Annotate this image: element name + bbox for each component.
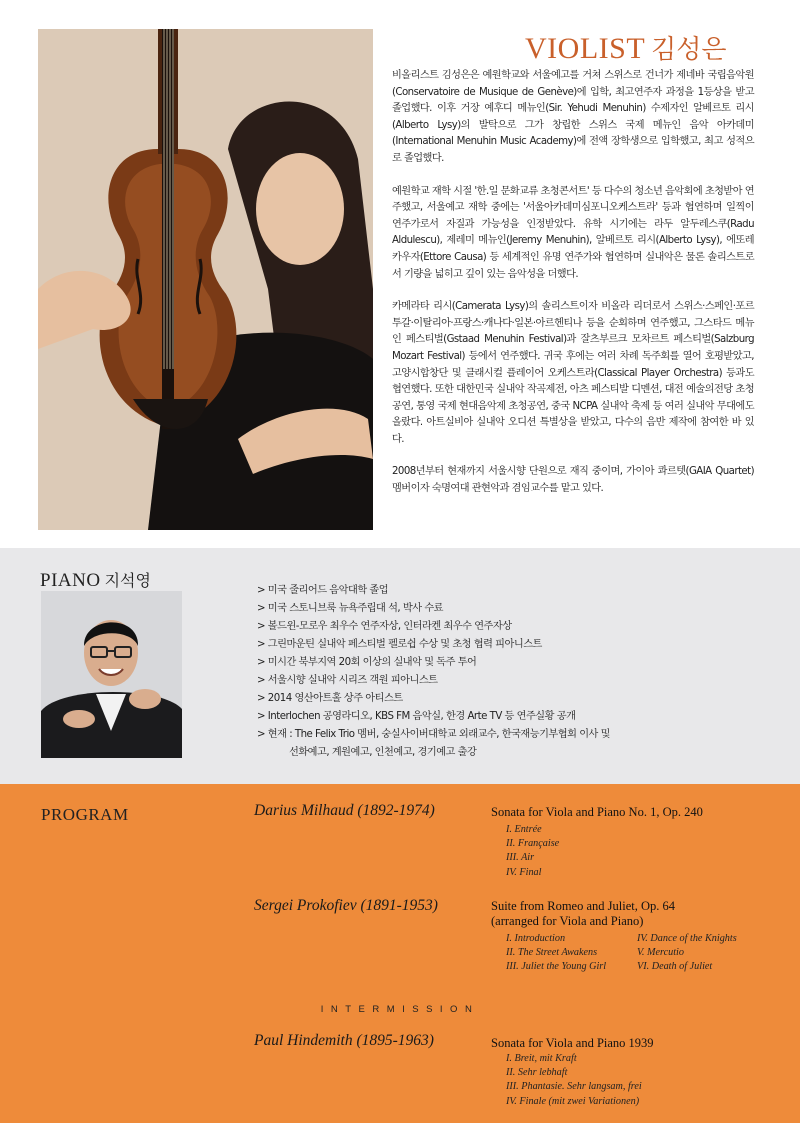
bio-paragraph: 카메라타 리시(Camerata Lysy)의 솔리스트이자 비올라 리더로서 스위스·스페인·포르투갈·이탈리아·프랑스·캐나다·일본·아르헨티나 등을 순회하며 연주했고, 그스타드 메뉴인 페스티벌(Gstaad Menuhin Festival)과 잘츠부르크 모차르트 페스티벌(Salzburg Mozart Festival) 등에서 연주했다. 귀국 후에는 여러 차례 독주회를 열어 호평받았고, 고양시합창단 및 클래시컬 플레이어 오케스트라(Classical Player Orchestra) 등과도 협연했다. 또한 대한민국 실내악 작곡제전, 아츠 페스티발 디멘션, 대전 예술의전당 초청공연, 통영 국제 현대음악제 초청공연, 중국 NCPA 실내악 축제 등 여러 실내악 무대에도 올랐다. 아트실비아 실내악 오디션 특별상을 받았고, 다수의 음반 제작에 참여한 바 있다. [392,301,754,445]
movement-list [506,1052,642,1109]
program-section [0,784,800,1123]
piano-title [40,564,151,592]
composer-hindemith: Paul Hindemith (1895-1963) [254,1032,434,1049]
pianist-profile-list [257,582,777,762]
bio-paragraph: 예원학교 재학 시절 '한.일 문화교류 초청콘서트' 등 다수의 청소년 음악회에 초청받아 연주했고, 서울예고 재학 중에는 '서울아카데미심포니오케스트라' 등과 협연하며 일찍이 연주가로서 자질과 가능성을 인정받았다. 유학 시기에는 라두 알두레스쿠(Radu Aldulescu), 제레미 메뉴인(Jeremy Menuhin), 알베르토 리시(Alberto Lysy), 에또레 카우자(Ettore Causa) 등 세계적인 유명 연주가와 협연하며 실내악은 물론 솔리스트로서 기량을 넓히고 깊이 있는 음악성을 더했다. [392,185,754,280]
movement: II. The Street Awakens [506,947,598,959]
program-title: PROGRAM [41,805,129,824]
work-title-line: Sonata for Viola and Piano 1939 [491,1036,654,1050]
movement: III. Phantasie. Sehr langsam, frei [506,1081,642,1093]
list-item: > 미시간 북부지역 20회 이상의 실내악 및 독주 투어 [257,657,477,668]
piano-title-en: PIANO [40,570,101,591]
intermission-label: INTERMISSION [320,1004,480,1015]
violist-bio [392,68,754,514]
work-title-line: Sonata for Viola and Piano No. 1, Op. 240 [491,805,703,819]
list-item: > 현재 : The Felix Trio 멤버, 숭실사이버대학교 외래교수, 한국재능기부협회 이사 및 [257,729,610,740]
movement: I. Breit, mit Kraft [506,1053,577,1064]
list-item-continuation: 선화예고, 계원예고, 인천예고, 경기예고 출강 [289,747,477,758]
pianist-photo [41,591,182,758]
composer-prokofiev: Sergei Prokofiev (1891-1953) [254,897,438,914]
pianist-name: 지석영 [104,571,151,590]
movement: II. Sehr lebhaft [506,1067,568,1079]
violist-title [525,28,727,66]
movement: IV. Final [506,866,542,878]
movement: I. Entrée [506,824,542,835]
piano-section [0,548,800,784]
movement-list [637,932,737,975]
movement: IV. Dance of the Knights [637,933,737,944]
movement: V. Mercutio [637,947,684,959]
violist-name: 김성은 [651,35,727,65]
list-item: > 볼드윈-모로우 최우수 연주자상, 인터라켄 최우수 연주자상 [257,621,512,632]
list-item: > 그린마운틴 실내악 페스티벌 펠로쉽 수상 및 초청 협력 피아니스트 [257,639,542,650]
violist-title-en: VIOLIST [525,32,646,65]
work-title [491,1036,654,1051]
movement-list [506,823,559,880]
composer-milhaud: Darius Milhaud (1892-1974) [254,802,435,819]
work-title [491,805,703,820]
work-title-line: (arranged for Viola and Piano) [491,914,644,928]
list-item: > 미국 스토니브룩 뉴욕주립대 석, 박사 수료 [257,603,444,614]
bio-paragraph: 비올리스트 김성은은 예원학교와 서울예고를 거쳐 스위스로 건너가 제네바 국립음악원(Conservatoire de Musique de Genève)에 입학, 최고연주자 과정을 1등상을 받고 졸업했다. 이후 거장 예후디 메뉴인(Sir. Yehudi Menuhin) 수제자인 알베르토 리시(Alberto Lysy)의 발탁으로 그가 창립한 스위스 국제 메뉴인 음악 아카데미(International Menuhin Music Academy)에 전액 장학생으로 입학했고, 최고 성적으로 졸업했다. [392,70,754,164]
movement: VI. Death of Juliet [637,961,713,973]
list-item: > 2014 영산아트홀 상주 아티스트 [257,693,403,704]
work-title-line: Suite from Romeo and Juliet, Op. 64 [491,899,676,913]
list-item: > 서울시향 실내악 시리즈 객원 피아니스트 [257,675,438,686]
movement-list [506,932,606,975]
movement: IV. Finale (mit zwei Variationen) [506,1095,640,1107]
violist-section [0,0,800,548]
violist-photo [38,29,373,530]
list-item: > 미국 줄리어드 음악대학 졸업 [257,585,389,596]
movement: III. Juliet the Young Girl [506,961,607,973]
work-title [491,899,675,929]
movement: III. Air [506,852,535,864]
movement: II. Française [506,838,560,850]
movement: I. Introduction [506,933,566,944]
bio-paragraph: 2008년부터 현재까지 서울시향 단원으로 재직 중이며, 가이아 콰르텟(GAIA Quartet) 멤버이자 숙명여대 관현악과 겸임교수를 맡고 있다. [392,466,754,495]
list-item: > Interlochen 공영라디오, KBS FM 음악실, 한경 Arte TV 등 연주실황 공개 [257,711,576,722]
